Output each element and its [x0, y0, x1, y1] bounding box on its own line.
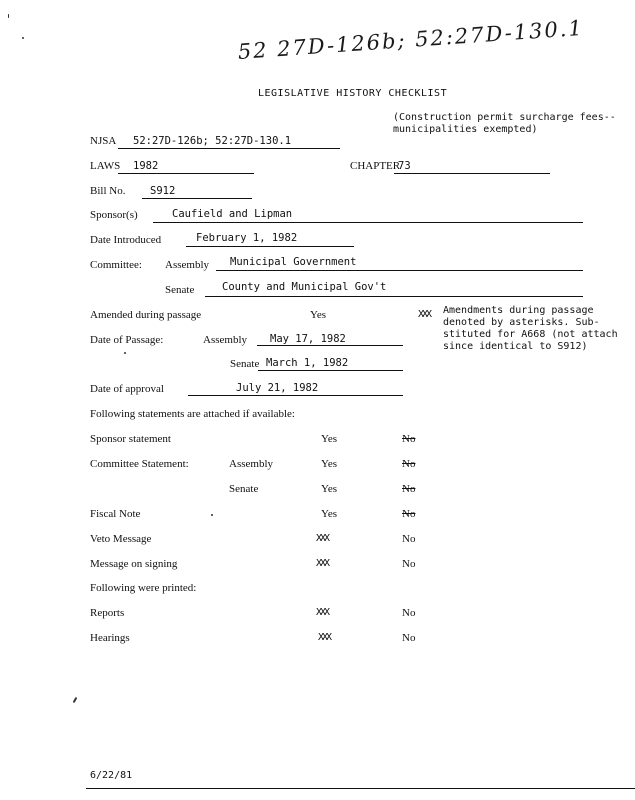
laws-underline: [118, 173, 254, 174]
committee-assembly-value: Municipal Government: [230, 256, 357, 268]
bill-no-label: Bill No.: [90, 185, 126, 197]
bill-no-value: S912: [150, 185, 176, 197]
chapter-label: CHAPTER: [350, 160, 401, 172]
committee-assembly-underline: [216, 270, 583, 271]
printed-yes-struck: XXX: [318, 632, 331, 643]
passage-assembly-label: Assembly: [203, 334, 247, 346]
statement-no-struck: No: [402, 508, 416, 520]
approval-label: Date of approval: [90, 383, 164, 395]
page-title: LEGISLATIVE HISTORY CHECKLIST: [258, 88, 448, 99]
statement-no-struck: No: [402, 458, 416, 470]
bottom-rule: [86, 788, 635, 789]
statement-yes: Yes: [321, 508, 338, 520]
statement-no: No: [402, 533, 416, 545]
passage-senate-value: March 1, 1982: [266, 357, 349, 369]
statement-yes: Yes: [321, 483, 338, 495]
chapter-underline: [394, 173, 550, 174]
njsa-label: NJSA: [90, 135, 117, 147]
statement-label: Fiscal Note: [90, 508, 141, 520]
statement-yes-struck: XXX: [316, 533, 329, 544]
printed-no: No: [402, 607, 416, 619]
njsa-value: 52:27D-126b; 52:27D-130.1: [133, 135, 292, 147]
printed-heading: Following were printed:: [90, 582, 197, 594]
scan-speck: [8, 14, 9, 18]
scan-speck: [73, 697, 78, 703]
amended-no-struck: XXX: [418, 309, 431, 320]
scan-speck: [124, 352, 126, 354]
laws-label: LAWS: [90, 160, 121, 172]
njsa-underline: [118, 148, 340, 149]
subject-note: (Construction permit surcharge fees-- municipalities exempted): [393, 112, 616, 135]
statements-heading: Following statements are attached if available:: [90, 408, 295, 420]
printed-yes-struck: XXX: [316, 607, 329, 618]
statement-yes-struck: XXX: [316, 558, 329, 569]
approval-value: July 21, 1982: [236, 382, 319, 394]
scan-speck: [211, 514, 213, 516]
committee-senate-underline: [205, 296, 583, 297]
passage-label: Date of Passage:: [90, 334, 164, 346]
handwritten-statute-numbers: 52 27D-126b; 52:27D-130.1: [237, 15, 585, 64]
date-introduced-value: February 1, 1982: [196, 232, 298, 244]
date-introduced-underline: [186, 246, 354, 247]
statement-no-struck: No: [402, 483, 416, 495]
statement-no: No: [402, 558, 416, 570]
approval-underline: [188, 395, 403, 396]
statement-sub-label: Senate: [229, 483, 259, 495]
passage-assembly-value: May 17, 1982: [270, 333, 346, 345]
passage-senate-label: Senate: [230, 358, 260, 370]
statement-yes: Yes: [321, 433, 338, 445]
amended-label: Amended during passage: [90, 309, 202, 321]
passage-assembly-underline: [257, 345, 403, 346]
statement-sub-label: Assembly: [229, 458, 273, 470]
sponsors-underline: [153, 222, 583, 223]
committee-label: Committee:: [90, 259, 142, 271]
committee-assembly-label: Assembly: [165, 259, 209, 271]
sponsors-label: Sponsor(s): [90, 209, 138, 221]
statement-yes: Yes: [321, 458, 338, 470]
footer-date: 6/22/81: [90, 770, 133, 781]
statement-label: Sponsor statement: [90, 433, 171, 445]
passage-senate-underline: [258, 370, 403, 371]
committee-senate-value: County and Municipal Gov't: [222, 281, 387, 293]
statement-label: Message on signing: [90, 558, 178, 570]
date-introduced-label: Date Introduced: [90, 234, 162, 246]
chapter-value: 73: [398, 160, 411, 172]
statement-no-struck: No: [402, 433, 416, 445]
amended-yes: Yes: [310, 309, 327, 321]
statement-label: Committee Statement:: [90, 458, 189, 470]
laws-value: 1982: [133, 160, 159, 172]
amendment-note: Amendments during passage denoted by asterisks. Sub- stituted for A668 (not attach since identical to S912): [443, 305, 618, 352]
committee-senate-label: Senate: [165, 284, 195, 296]
statement-label: Veto Message: [90, 533, 152, 545]
printed-label: Hearings: [90, 632, 130, 644]
printed-no: No: [402, 632, 416, 644]
sponsors-value: Caufield and Lipman: [172, 208, 293, 220]
scan-speck: [22, 37, 24, 39]
printed-label: Reports: [90, 607, 125, 619]
bill-no-underline: [142, 198, 252, 199]
